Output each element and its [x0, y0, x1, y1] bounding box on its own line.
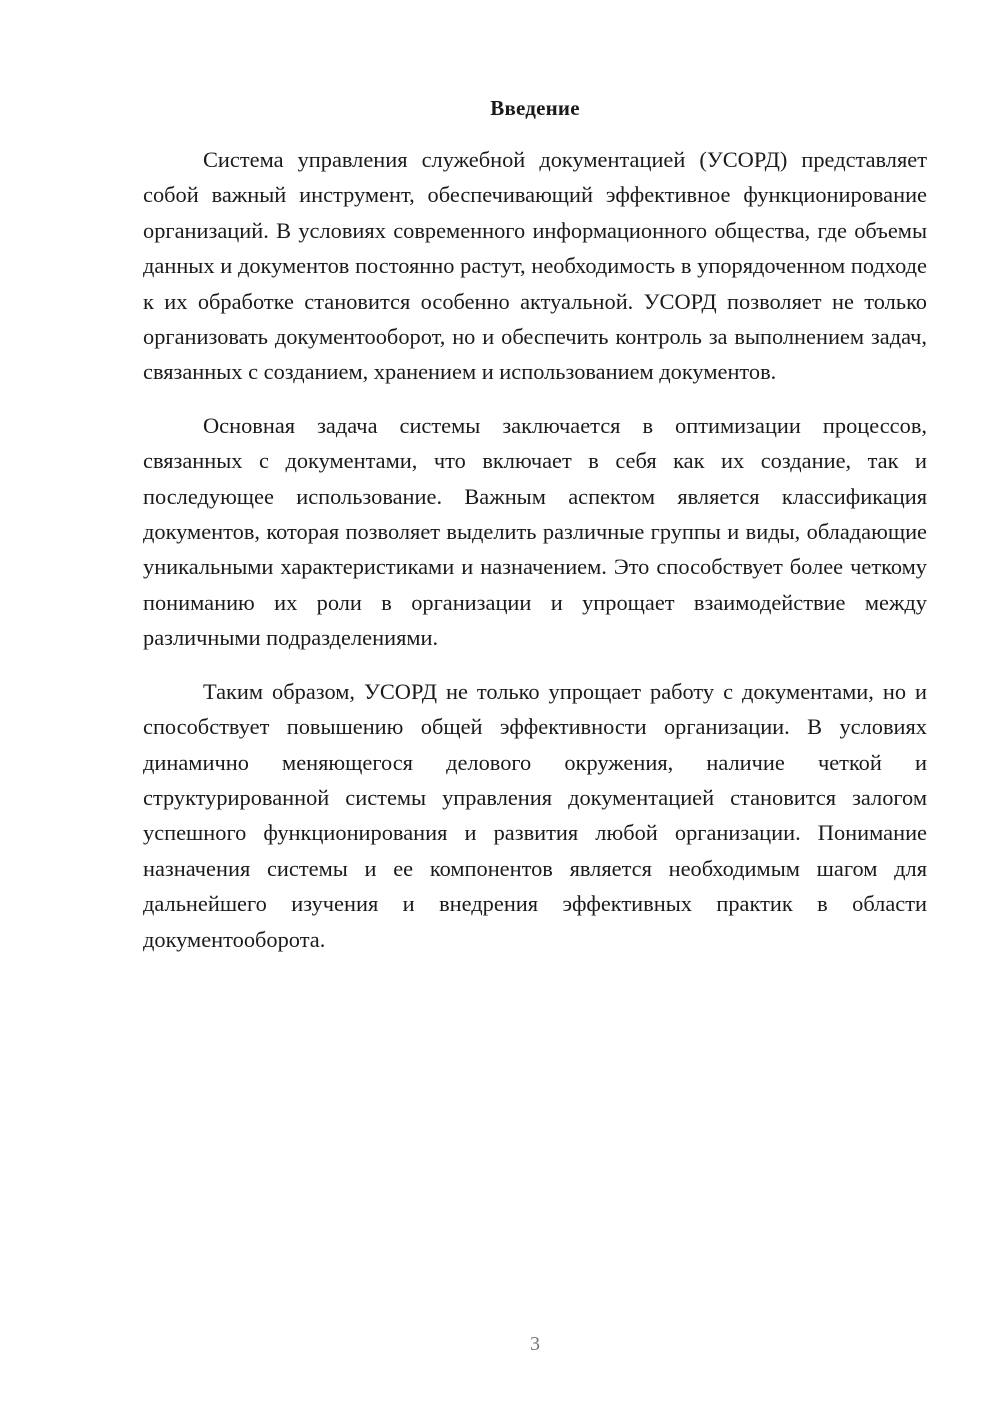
page-number: 3	[530, 1333, 540, 1355]
paragraph-3: Таким образом, УСОРД не только упрощает работу с документами, но и способствует повышению общей эффективности организации. В условиях динамично меняющегося делового окружения, наличие четкой и структурированной системы управления документацией становится залогом успешного функционирования и развития любой организации. Понимание назначения системы и ее компонентов является необходимым шагом для дальнейшего изучения и внедрения эффективных практик в области документооборота.	[143, 678, 927, 952]
section-heading: Введение	[490, 96, 580, 120]
paragraph-1: Система управления служебной документацией (УСОРД) представляет собой важный инструмент, обеспечивающий эффективное функционирование организаций. В условиях современного информационного общества, где объемы данных и документов постоянно растут, необходимость в упорядоченном подходе к их обработке становится особенно актуальной. УСОРД позволяет не только организовать документооборот, но и обеспечить контроль за выполнением задач, связанных с созданием, хранением и использованием документов.	[143, 147, 927, 385]
paragraph-2: Основная задача системы заключается в оптимизации процессов, связанных с документами, что включает в себя как их создание, так и последующее использование. Важным аспектом является классификация документов, которая позволяет выделить различные группы и виды, обладающие уникальными характеристиками и назначением. Это способствует более четкому пониманию их роли в организации и упрощает взаимодействие между различными подразделениями.	[143, 412, 927, 651]
body-text	[143, 142, 927, 975]
